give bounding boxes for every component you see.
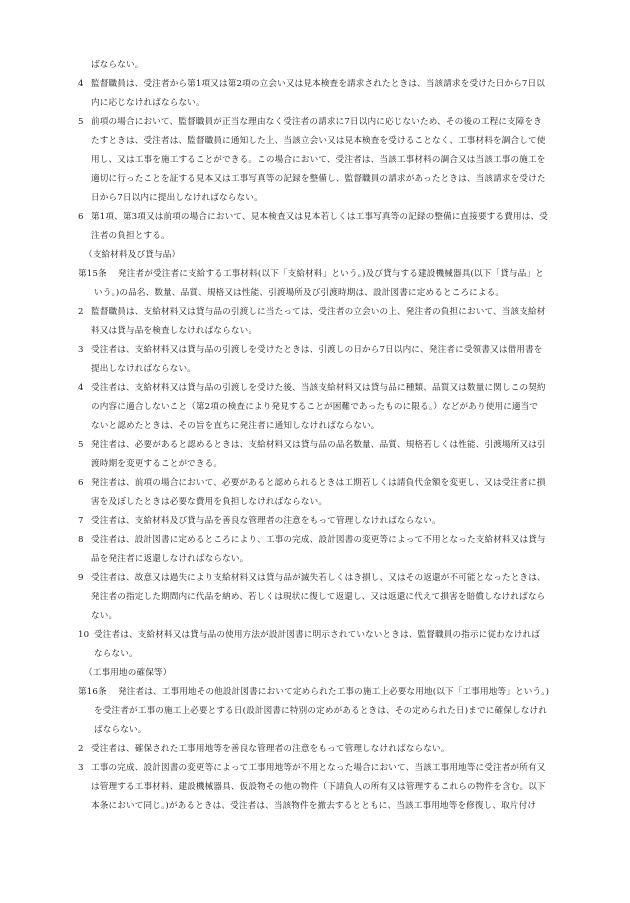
- paragraph-continuation-line: 提出しなければならない。: [91, 364, 196, 374]
- numbered-clause: [78, 474, 580, 493]
- paragraph-continuation-line: 注者の負担とする。: [91, 231, 170, 241]
- clause-text: 受注者は、支給材料又は貸与品の引渡しを受けたときは、引渡しの日から7日以内に、発注者に受領書又は借用書を: [91, 345, 543, 355]
- clause-number: 8: [78, 535, 84, 545]
- article-heading-line: [78, 265, 580, 284]
- numbered-clause: [78, 569, 580, 588]
- numbered-clause: [78, 436, 580, 455]
- paragraph-continuation-line: 料又は貸与品を検査しなければならない。: [91, 326, 258, 336]
- clause-number: 4: [78, 79, 84, 89]
- paragraph-continuation-line: たすときは、受注者は、監督職員に通知した上、当該立会い又は見本検査を受けることなく、工事材料を調合して使: [91, 136, 546, 146]
- numbered-clause: [78, 341, 580, 360]
- paragraph-continuation-line: 害を及ぼしたときは必要な費用を負担しなければならない。: [91, 497, 328, 507]
- article-text: 発注者が受注者に支給する工事材料(以下「支給材料」という。)及び貸与する建設機械器具(以下「貸与品」と: [118, 269, 544, 279]
- paragraph-continuation-line: 本条において同じ。)があるときは、受注者は、当該物件を撤去するとともに、当該工事用地等を修復し、取片付け: [91, 801, 537, 811]
- clause-number: 2: [78, 744, 84, 754]
- article-continuation-line: いう。)の品名、数量、品質、規格又は性能、引渡場所及び引渡時期は、設計図書に定めるところによる。: [94, 288, 505, 298]
- numbered-clause: [78, 113, 580, 132]
- clause-number: 7: [78, 516, 84, 526]
- numbered-clause: [78, 208, 580, 227]
- clause-number: 5: [78, 440, 84, 450]
- numbered-clause: [78, 75, 580, 94]
- article-caption: （支給材料及び貸与品）: [84, 250, 181, 260]
- article-continuation-line: を受注者が工事の施工上必要とする日(設計図書に特別の定めがあるときは、その定められた日)までに確保しなけれ: [94, 706, 547, 716]
- clause-text: 受注者は、確保された工事用地等を善良な管理者の注意をもって管理しなければならない。: [91, 744, 450, 754]
- article-continuation-line: ばならない。: [94, 725, 147, 735]
- clause-text: 受注者は、支給材料及び貸与品を善良な管理者の注意をもって管理しなければならない。: [91, 516, 441, 526]
- clause-number: 4: [78, 383, 84, 393]
- numbered-clause: [78, 379, 580, 398]
- clause-number: 3: [78, 345, 84, 355]
- paragraph-continuation-line: 適切に行ったことを証する見本又は工事写真等の記録を整備し、監督職員の請求があったときは、当該請求を受けた: [91, 174, 546, 184]
- clause-text: 受注者は、故意又は過失により支給材料又は貸与品が滅失若しくはき損し、又はその返還が不可能となったときは、: [91, 573, 546, 583]
- paragraph-continuation-line: 日から7日以内に提出しなければならない。: [91, 193, 263, 203]
- clause-number: 6: [78, 212, 84, 222]
- article-text: 発注者は、工事用地その他設計図書において定められた工事の施工上必要な用地(以下「工事用地等」という。): [118, 687, 550, 697]
- clause-number: 2: [78, 307, 84, 317]
- clause-text: 発注者は、前項の場合において、必要があると認められるときは工期若しくは請負代金額を変更し、又は受注者に損: [91, 478, 546, 488]
- numbered-clause: [78, 740, 580, 759]
- clause-text: 受注者は、支給材料又は貸与品の使用方法が設計図書に明示されていないときは、監督職員の指示に従わなければ: [94, 630, 540, 640]
- article-heading-line: [78, 683, 580, 702]
- clause-text: 前項の場合において、監督職員が正当な理由なく受注者の請求に7日以内に応じないため、その後の工程に支障をき: [91, 117, 543, 127]
- paragraph-continuation-line: 渡時期を変更することができる。: [91, 459, 223, 469]
- clause-number: 3: [78, 763, 84, 773]
- clause-number: 10: [78, 630, 90, 640]
- numbered-clause: [78, 303, 580, 322]
- paragraph-continuation-line: ないと認めたときは、その旨を直ちに発注者に通知しなければならない。: [91, 421, 380, 431]
- clause-text: 監督職員は、受注者から第1項又は第2項の立会い又は見本検査を請求されたときは、当該請求を受けた日から7日以: [91, 79, 546, 89]
- numbered-clause: [78, 512, 580, 531]
- clause-number: 5: [78, 117, 84, 127]
- paragraph-continuation-line: の内容に適合しないこと（第2項の検査により発見することが困難であったものに限る。）などがあり使用に適当で: [91, 402, 539, 412]
- clause-text: 受注者は、設計図書に定めるところにより、工事の完成、設計図書の変更等によって不用となった支給材料又は貸与: [91, 535, 546, 545]
- paragraph-continuation-line: ならない。: [94, 649, 138, 659]
- clause-text: 監督職員は、支給材料又は貸与品の引渡しに当たっては、受注者の立会いの上、発注者の負担において、当該支給材: [91, 307, 546, 317]
- paragraph-continuation-line: ない。: [91, 611, 118, 621]
- clause-number: 6: [78, 478, 84, 488]
- paragraph-continuation-line: 用し、又は工事を施工することができる。この場合において、受注者は、当該工事材料の調合又は当該工事の施工を: [91, 155, 546, 165]
- paragraph-continuation-line: 発注者の指定した期間内に代品を納め、若しくは現状に復して返還し、又は返還に代えて損害を賠償しなければなら: [91, 592, 546, 602]
- numbered-clause: [78, 626, 580, 645]
- paragraph-continuation-line: 内に応じなければならない。: [91, 98, 205, 108]
- paragraph-continuation-line: 品を発注者に返還しなければならない。: [91, 554, 249, 564]
- paragraph-continuation-line: ばならない。: [91, 60, 144, 70]
- numbered-clause: [78, 759, 580, 778]
- clause-text: 発注者は、必要があると認めるときは、支給材料又は貸与品の品名数量、品質、規格若しくは性能、引渡場所又は引: [91, 440, 546, 450]
- clause-text: 工事の完成、設計図書の変更等によって工事用地等が不用となった場合において、当該工事用地等に受注者が所有又: [91, 763, 546, 773]
- clause-number: 9: [78, 573, 84, 583]
- article-number: 第16条: [78, 687, 107, 697]
- clause-text: 受注者は、支給材料又は貸与品の引渡しを受けた後、当該支給材料又は貸与品に種類、品質又は数量に関しこの契約: [91, 383, 546, 393]
- clause-text: 第1項、第3項又は前項の場合において、見本検査又は見本若しくは工事写真等の記録の整備に直接要する費用は、受: [91, 212, 548, 222]
- article-number: 第15条: [78, 269, 107, 279]
- numbered-clause: [78, 531, 580, 550]
- article-caption: （工事用地の確保等）: [84, 668, 172, 678]
- paragraph-continuation-line: は管理する工事材料、建設機械器具、仮設物その他の物件（下請負人の所有又は管理するこれらの物件を含む。以下: [91, 782, 546, 792]
